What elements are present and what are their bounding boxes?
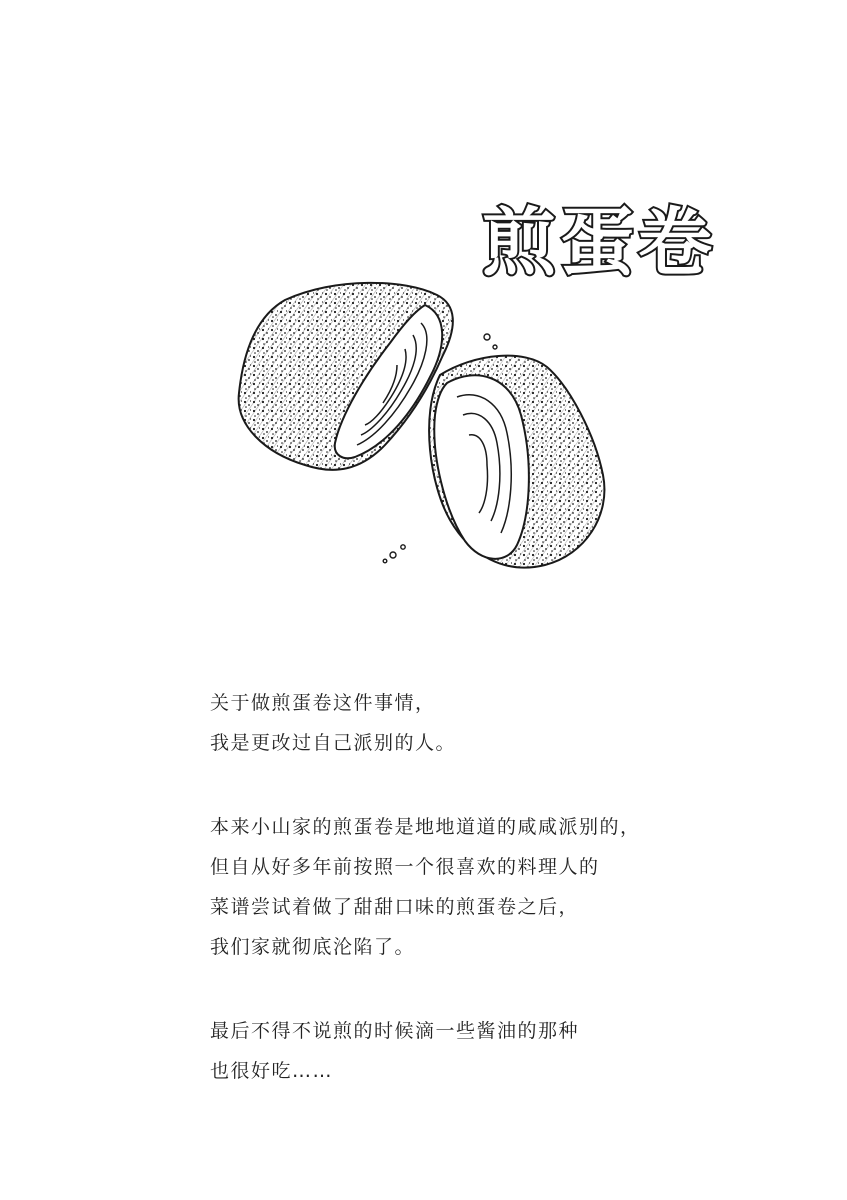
left-omelette-piece xyxy=(239,283,453,470)
text-line: 也很好吃…… xyxy=(210,1060,334,1082)
body-text xyxy=(210,683,770,1135)
text-line: 关于做煎蛋卷这件事情， xyxy=(210,692,436,714)
text-line: 菜谱尝试着做了甜甜口味的煎蛋卷之后， xyxy=(210,896,580,918)
text-line: 我是更改过自己派别的人。 xyxy=(210,732,457,754)
omelette-roll-illustration xyxy=(225,265,625,585)
paragraph-1 xyxy=(210,683,770,763)
text-line: 本来小山家的煎蛋卷是地地道道的咸咸派别的， xyxy=(210,816,641,838)
right-omelette-piece xyxy=(429,356,604,568)
text-line: 但自从好多年前按照一个很喜欢的料理人的 xyxy=(210,856,600,878)
paragraph-3 xyxy=(210,1011,770,1091)
text-line: 我们家就彻底沦陷了。 xyxy=(210,936,416,958)
page-title-text: 煎蛋卷 xyxy=(482,200,716,286)
text-line: 最后不得不说煎的时候滴一些酱油的那种 xyxy=(210,1020,580,1042)
paragraph-2 xyxy=(210,807,770,967)
